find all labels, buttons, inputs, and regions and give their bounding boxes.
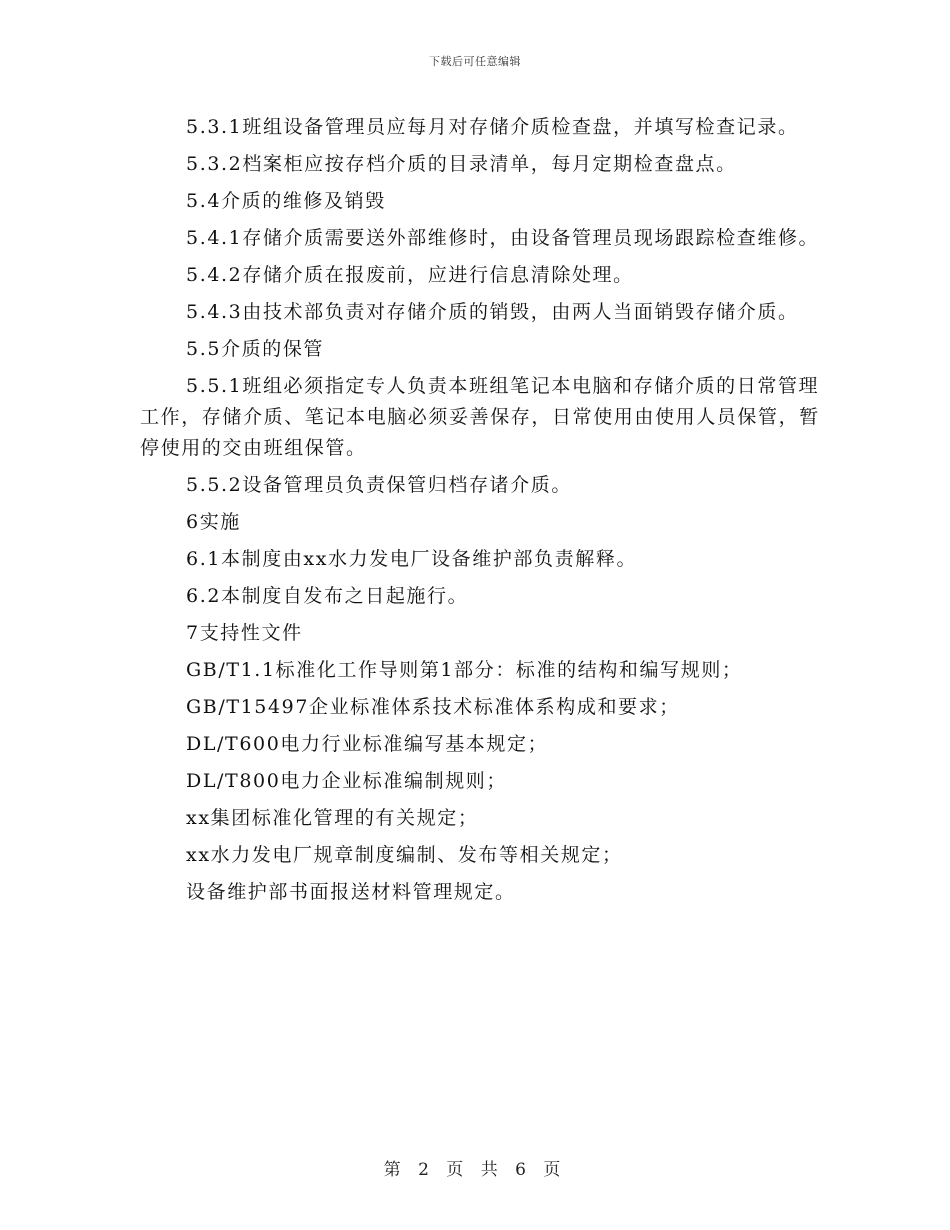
heading-6: 6实施 bbox=[186, 511, 241, 533]
page-number: 第 2 页 共 6 页 bbox=[383, 1160, 567, 1180]
heading-7: 7支持性文件 bbox=[186, 622, 303, 644]
reference-item: xx水力发电厂规章制度编制、发布等相关规定； bbox=[186, 844, 623, 866]
paragraph-5-5-2: 5.5.2设备管理员负责保管归档存诸介质。 bbox=[186, 474, 572, 496]
page-header: 下载后可任意编辑 bbox=[429, 55, 521, 68]
paragraph-5-5-1: 5.5.1班组必须指定专人负责本班组笔记本电脑和存储介质的日常管理工作，存储介质、笔记本电脑必须妥善保存，日常使用由使用人员保管，暂停使用的交由班组保管。 bbox=[140, 375, 820, 459]
reference-item: DL/T800电力企业标准编制规则； bbox=[186, 770, 507, 792]
reference-item: xx集团标准化管理的有关规定； bbox=[186, 807, 479, 829]
paragraph-5-4-3: 5.4.3由技术部负责对存储介质的销毁，由两人当面销毁存储介质。 bbox=[186, 301, 799, 323]
reference-item: 设备维护部书面报送材料管理规定。 bbox=[186, 881, 516, 903]
reference-item: DL/T600电力行业标准编写基本规定； bbox=[186, 733, 549, 755]
reference-item: GB/T1.1标准化工作导则第1部分：标准的结构和编写规则； bbox=[186, 659, 743, 681]
heading-5-5: 5.5介质的保管 bbox=[186, 338, 325, 360]
reference-item: GB/T15497企业标准体系技术标准体系构成和要求； bbox=[186, 696, 680, 718]
paragraph-5-4-1: 5.4.1存储介质需要送外部维修时，由设备管理员现场跟踪检查维修。 bbox=[186, 227, 820, 249]
paragraph-6-2: 6.2本制度自发布之日起施行。 bbox=[186, 585, 469, 607]
heading-5-4: 5.4介质的维修及销毁 bbox=[186, 190, 386, 212]
paragraph-5-4-2: 5.4.2存储介质在报废前，应进行信息清除处理。 bbox=[186, 264, 634, 286]
paragraph-5-3-2: 5.3.2档案柜应按存档介质的目录清单，每月定期检查盘点。 bbox=[186, 153, 737, 175]
document-body bbox=[140, 112, 820, 914]
paragraph-5-3-1: 5.3.1班组设备管理员应每月对存储介质检查盘，并填写检查记录。 bbox=[186, 116, 799, 138]
paragraph-6-1: 6.1本制度由xx水力发电厂设备维护部负责解释。 bbox=[186, 548, 638, 570]
